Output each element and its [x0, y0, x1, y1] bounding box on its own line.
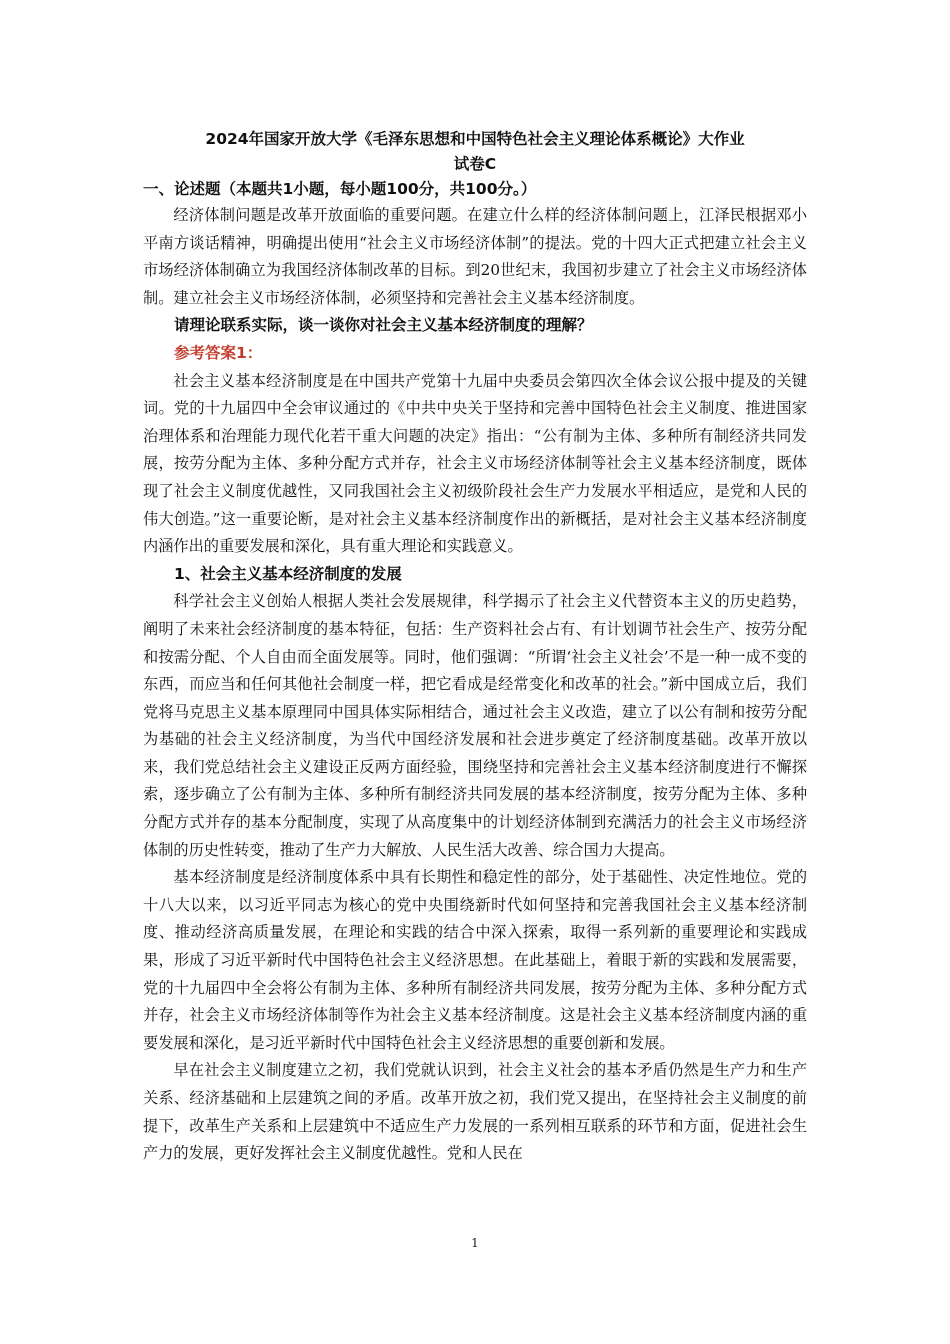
question-prompt: 请理论联系实际，谈一谈你对社会主义基本经济制度的理解？: [174, 316, 593, 335]
page-number: 1: [471, 1236, 479, 1250]
document-subtitle: 试卷C: [453, 155, 497, 173]
answer-paragraph-2: 科学社会主义创始人根据人类社会发展规律，科学揭示了社会主义代替资本主义的历史趋势，阐明了未来社会经济制度的基本特征，包括：生产资料社会占有、有计划调节社会生产、按劳分配和按需分配、个人自由而全面发展等。同时，他们强调：“所谓‘社会主义社会’不是一种一成不变的东西，而应当和任何其他社会制度一样，把它看成是经常变化和改革的社会。”新中国成立后，我们党将马克思主义基本原理同中国具体实际相结合，通过社会主义改造，建立了以公有制和按劳分配为基础的社会主义经济制度，为当代中国经济发展和社会进步奠定了经济制度基础。改革开放以来，我们党总结社会主义建设正反两方面经验，围绕坚持和完善社会主义基本经济制度进行不懈探索，逐步确立了公有制为主体、多种所有制经济共同发展的基本经济制度，按劳分配为主体、多种分配方式并存的基本分配制度，实现了从高度集中的计划经济体制到充满活力的社会主义市场经济体制的历史性转变，推动了生产力大解放、人民生活大改善、综合国力大提高。: [143, 592, 807, 859]
section-heading: 一、论述题（本题共1小题，每小题100分，共100分。）: [143, 180, 537, 198]
answer-label: 参考答案1：: [174, 343, 263, 362]
subheading-development: 1、社会主义基本经济制度的发展: [174, 564, 402, 583]
answer-paragraph-1: 社会主义基本经济制度是在中国共产党第十九届中央委员会第四次全体会议公报中提及的关键词。党的十九届四中全会审议通过的《中共中央关于坚持和完善中国特色社会主义制度、推进国家治理体系和治理能力现代化若干重大问题的决定》指出：“公有制为主体、多种所有制经济共同发展，按劳分配为主体、多种分配方式并存，社会主义市场经济体制等社会主义基本经济制度，既体现了社会主义制度优越性，又同我国社会主义初级阶段社会生产力发展水平相适应，是党和人民的伟大创造。”这一重要论断，是对社会主义基本经济制度作出的新概括，是对社会主义基本经济制度内涵作出的重要发展和深化，具有重大理论和实践意义。: [143, 371, 807, 556]
answer-paragraph-3: 基本经济制度是经济制度体系中具有长期性和稳定性的部分，处于基础性、决定性地位。党的十八大以来，以习近平同志为核心的党中央围绕新时代如何坚持和完善我国社会主义基本经济制度、推动经济高质量发展，在理论和实践的结合中深入探索，取得一系列新的重要理论和实践成果，形成了习近平新时代中国特色社会主义经济思想。在此基础上，着眼于新的实践和发展需要，党的十九届四中全会将公有制为主体、多种所有制经济共同发展，按劳分配为主体、多种分配方式并存，社会主义市场经济体制等作为社会主义基本经济制度。这是社会主义基本经济制度内涵的重要发展和深化，是习近平新时代中国特色社会主义经济思想的重要创新和发展。: [143, 868, 807, 1052]
answer-paragraph-4: 早在社会主义制度建立之初，我们党就认识到，社会主义社会的基本矛盾仍然是生产力和生产关系、经济基础和上层建筑之间的矛盾。改革开放之初，我们党又提出，在坚持社会主义制度的前提下，改革生产关系和上层建筑中不适应生产力发展的一系列相互联系的环节和方面，促进社会生产力的发展，更好发挥社会主义制度优越性。党和人民在: [143, 1061, 807, 1163]
question-intro-paragraph: 经济体制问题是改革开放面临的重要问题。在建立什么样的经济体制问题上，江泽民根据邓小平南方谈话精神，明确提出使用“社会主义市场经济体制”的提法。党的十四大正式把建立社会主义市场经济体制确立为我国经济体制改革的目标。到20世纪末，我国初步建立了社会主义市场经济体制。建立社会主义市场经济体制，必须坚持和完善社会主义基本经济制度。: [143, 206, 807, 307]
document-title: 2024年国家开放大学《毛泽东思想和中国特色社会主义理论体系概论》大作业: [205, 130, 745, 148]
document-body: [143, 127, 807, 1168]
